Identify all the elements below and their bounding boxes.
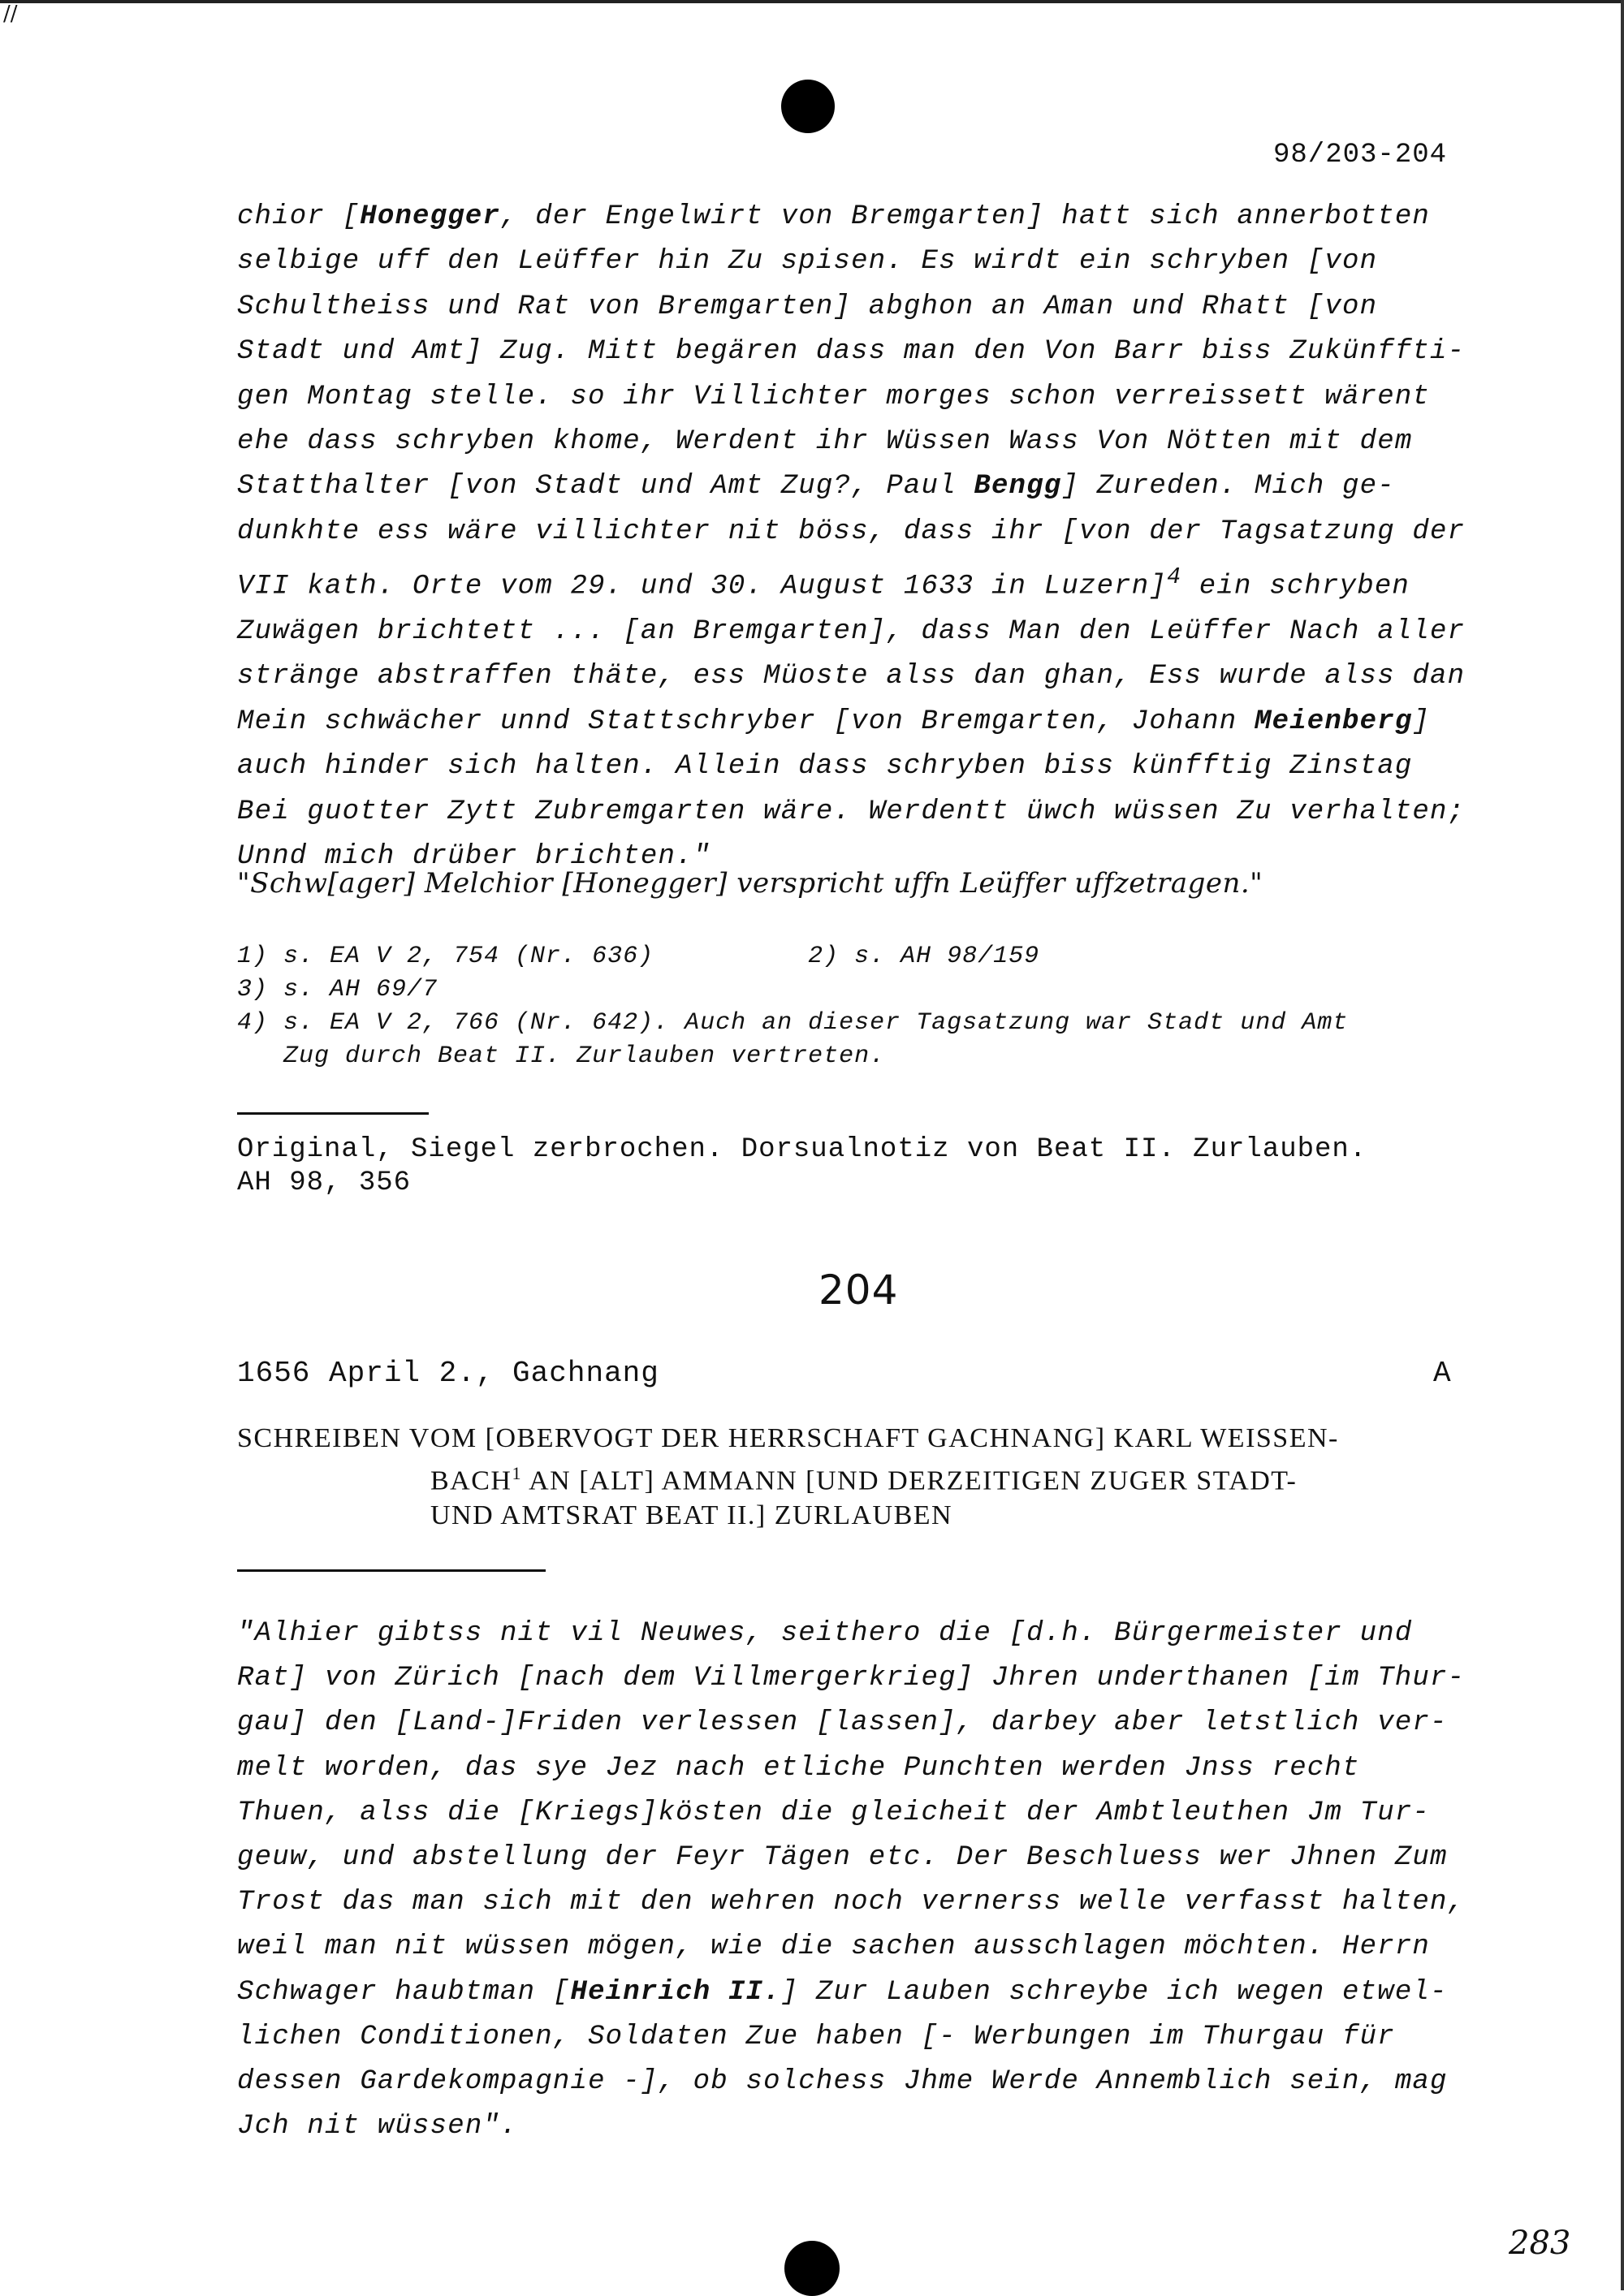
summary-note-text: "Schw[ager] Melchior [Honegger] verspricht uffn Leüffer uffzetragen." (237, 867, 1263, 900)
summary-note (237, 867, 1263, 901)
quote-continuation (237, 195, 1488, 879)
text-line (237, 510, 1488, 555)
text-line (237, 744, 1488, 789)
letter-quote (237, 1612, 1488, 2149)
text-segment: Schwager haubtman [ (237, 1976, 571, 2008)
text-line (237, 1836, 1488, 1880)
text-line (237, 1656, 1488, 1701)
text-line (237, 700, 1488, 744)
document-number: 98/203-204 (1273, 140, 1448, 170)
text-segment: "Alhier gibtss nit vil Neuwes, seithero die [d.h. Bürgermeister und (237, 1618, 1413, 1649)
text-segment: geuw, und abstellung der Feyr Tägen etc. Der Beschluess wer Jhnen Zum (237, 1842, 1448, 1874)
text-line (237, 1791, 1488, 1836)
text-segment: ein schryben (1181, 571, 1410, 602)
entry-title (237, 1421, 1339, 1533)
text-segment: BACH (430, 1465, 512, 1496)
footnotes (237, 940, 1348, 1073)
text-line (237, 1612, 1488, 1656)
text-segment: AN [ALT] AMMANN [UND DERZEITIGEN ZUGER STADT- (521, 1465, 1298, 1496)
text-line (237, 1498, 1339, 1533)
text-line (237, 464, 1488, 509)
text-line (237, 1970, 1488, 2015)
text-segment: Unnd mich drüber brichten." (237, 841, 711, 873)
text-line (237, 2104, 1488, 2149)
text-segment: dessen Gardekompagnie -], ob solchess Jhme Werde Annemblich sein, mag (237, 2066, 1448, 2098)
text-segment: Jch nit wüssen". (237, 2111, 518, 2143)
text-line (237, 2060, 1488, 2104)
text-segment: ehe dass schryben khome, Werdent ihr Wüssen Wass Von Nötten mit dem (237, 426, 1413, 458)
text-segment: lichen Conditionen, Soldaten Zue haben [- Werbungen im Thurgau für (237, 2021, 1395, 2052)
text-line (237, 555, 1488, 610)
text-segment: VII kath. Orte vom 29. und 30. August 1633 in Luzern] (237, 571, 1167, 602)
text-segment: dunkhte ess wäre villichter nit böss, dass ihr [von der Tagsatzung der (237, 516, 1466, 547)
bold-name: Heinrich II. (570, 1976, 781, 2008)
bold-name: Meienberg (1255, 706, 1413, 737)
text-segment: Stadt und Amt] Zug. Mitt begären dass man den Von Barr biss Zukünffti- (237, 336, 1466, 368)
text-segment: selbige uff den Leüffer hin Zu spisen. Es wirdt ein schryben [von (237, 246, 1378, 278)
text-segment: Rat] von Zürich [nach dem Villmergerkrieg] Jhren underthanen [im Thur- (237, 1663, 1466, 1694)
text-segment: Thuen, alss die [Kriegs]kösten die gleicheit der Ambtleuthen Jm Tur- (237, 1797, 1431, 1828)
text-segment: weil man nit wüssen mögen, wie die sachen ausschlagen möchten. Herrn (237, 1931, 1431, 1963)
corner-mark: // (3, 2, 18, 26)
text-line (237, 1925, 1488, 1970)
text-line (237, 2015, 1488, 2060)
original-note (237, 1133, 1367, 1200)
entry-number: 204 (818, 1267, 899, 1314)
scan-right-edge (1621, 0, 1624, 2290)
original-note-ref: AH 98, 356 (237, 1167, 412, 1198)
punch-hole-bottom (784, 2241, 840, 2296)
text-segment: SCHREIBEN VOM [OBERVOGT DER HERRSCHAFT GACHNANG] KARL WEISSEN- (237, 1423, 1339, 1453)
divider-rule (237, 1569, 546, 1572)
text-segment: Bei guotter Zytt Zubremgarten wäre. Werdentt üwch wüssen Zu verhalten; (237, 796, 1466, 827)
text-segment: Zuwägen brichtett ... [an Bremgarten], dass Man den Leüffer Nach aller (237, 615, 1466, 647)
text-segment: Trost das man sich mit den wehren noch vernerss welle verfasst halten, (237, 1887, 1466, 1918)
text-segment: auch hinder sich halten. Allein dass schryben biss künfftig Zinstag (237, 751, 1413, 783)
text-segment: UND AMTSRAT BEAT II.] ZURLAUBEN (430, 1500, 953, 1531)
text-segment: chior [ (237, 201, 361, 232)
text-segment: , der Engelwirt von Bremgarten] hatt sich annerbotten (500, 201, 1431, 232)
text-segment: gen Montag stelle. so ihr Villichter morges schon verreissett wärent (237, 381, 1431, 412)
text-line (237, 330, 1488, 374)
bold-name: Honegger (360, 201, 501, 232)
footnote: 4) s. EA V 2, 766 (Nr. 642). Auch an dieser Tagsatzung war Stadt und Amt (237, 1009, 1349, 1037)
text-segment: ] Zureden. Mich ge- (1061, 471, 1395, 503)
text-segment: ] (1412, 706, 1431, 737)
text-line (237, 1880, 1488, 1925)
footnote: 3) s. AH 69/7 (237, 976, 438, 1003)
text-segment: Schultheiss und Rat von Bremgarten] abghon an Aman und Rhatt [von (237, 291, 1378, 322)
footnote-ref: 1 (512, 1463, 522, 1483)
text-segment: gau] den [Land-]Friden verlessen [lassen], darbey aber letstlich ver- (237, 1707, 1448, 1739)
text-line (237, 375, 1488, 420)
footnote: Zug durch Beat II. Zurlauben vertreten. (237, 1042, 886, 1070)
text-segment: Mein schwächer unnd Stattschryber [von Bremgarten, Johann (237, 706, 1255, 737)
entry-marker: A (1433, 1357, 1451, 1390)
divider-rule (237, 1112, 429, 1115)
text-segment: stränge abstraffen thäte, ess Müoste alss dan ghan, Ess wurde alss dan (237, 661, 1466, 693)
text-line (237, 1421, 1339, 1456)
text-segment: ] Zur Lauben schreybe ich wegen etwel- (780, 1976, 1448, 2008)
text-line (237, 1746, 1488, 1791)
footnote: 1) s. EA V 2, 754 (Nr. 636) 2) s. AH 98/159 (237, 943, 1040, 970)
text-line (237, 654, 1488, 699)
text-line (237, 285, 1488, 330)
scan-top-edge (0, 0, 1624, 3)
punch-hole-top (781, 80, 835, 133)
original-note-line: Original, Siegel zerbrochen. Dorsualnotiz von Beat II. Zurlauben. (237, 1134, 1367, 1165)
text-line (237, 195, 1488, 240)
text-line (237, 1701, 1488, 1746)
text-line (237, 610, 1488, 654)
handwritten-page-number: 283 (1509, 2225, 1571, 2262)
text-line (237, 1456, 1339, 1498)
date-place: 1656 April 2., Gachnang (237, 1357, 659, 1390)
footnote-ref: 4 (1166, 563, 1182, 591)
text-segment: melt worden, das sye Jez nach etliche Punchten werden Jnss recht (237, 1752, 1360, 1784)
text-segment: Statthalter [von Stadt und Amt Zug?, Paul (237, 471, 974, 503)
text-line (237, 240, 1488, 284)
text-line (237, 790, 1488, 835)
bold-name: Bengg (974, 471, 1062, 503)
text-line (237, 420, 1488, 464)
